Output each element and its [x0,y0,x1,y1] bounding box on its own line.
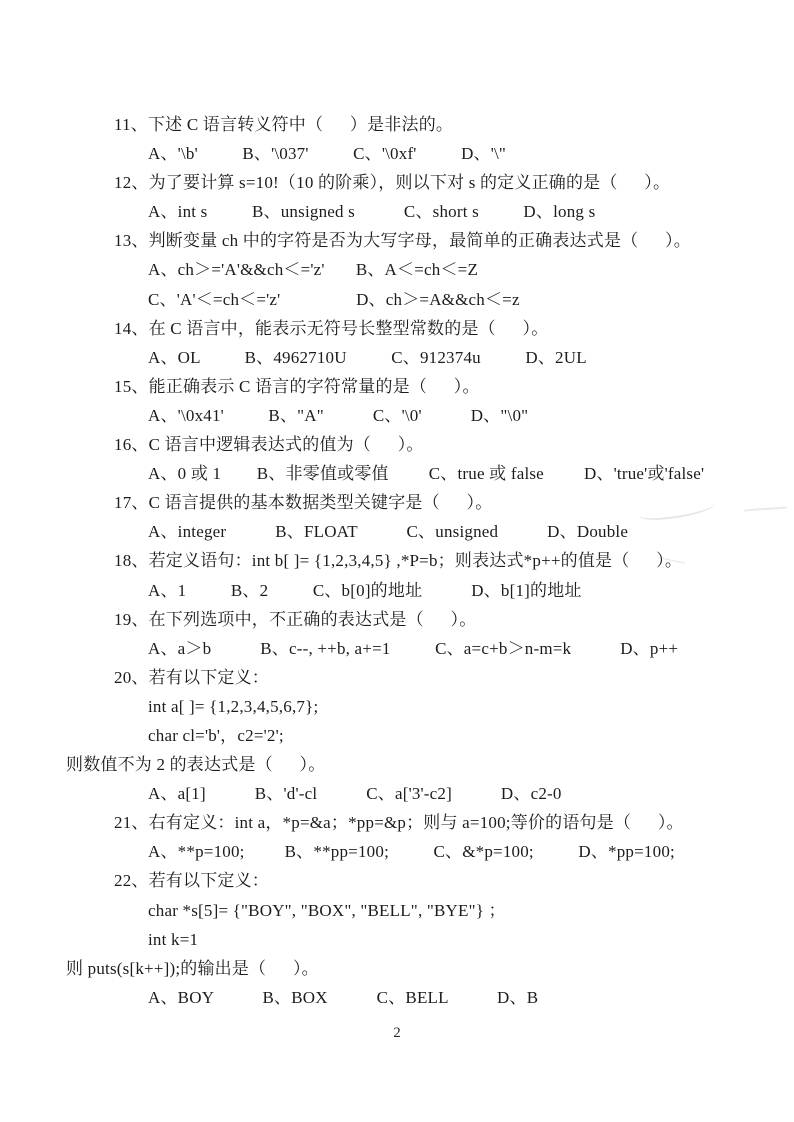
question-line: 17、C 语言提供的基本数据类型关键字是（ ）。 [114,493,493,513]
options-line: C、'A'＜=ch＜='z' D、ch＞=A&&ch＜=z [148,289,520,309]
question-line: 22、若有以下定义： [114,871,269,891]
question-line: 21、右有定义：int a，*p=&a；*pp=&p；则与 a=100;等价的语句是（ ）。 [114,813,684,833]
question-line: 18、若定义语句：int b[ ]= {1,2,3,4,5} ,*P=b；则表达式*p++的值是（ ）。 [114,551,683,571]
continuation-line: 则 puts(s[k++]);的输出是（ ）。 [66,958,319,978]
question-line: 19、在下列选项中，不正确的表达式是（ ）。 [114,609,477,629]
question-line: 16、C 语言中逻辑表达式的值为（ ）。 [114,435,424,455]
code-line: char *s[5]= {"BOY", "BOX", "BELL", "BYE"} ； [148,900,506,920]
options-line: A、integer B、FLOAT C、unsigned D、Double [148,522,629,542]
question-line: 20、若有以下定义： [114,667,269,687]
question-line: 14、在 C 语言中，能表示无符号长整型常数的是（ ）。 [114,318,549,338]
options-line: A、'\0x41' B、"A" C、'\0' D、"\0" [148,405,529,425]
page-number: 2 [393,1025,401,1041]
options-line: A、1 B、2 C、b[0]的地址 D、b[1]的地址 [148,580,582,600]
question-line: 15、能正确表示 C 语言的字符常量的是（ ）。 [114,376,480,396]
options-line: A、a＞b B、c--, ++b, a+=1 C、a=c+b＞n-m=k D、p++ [148,638,679,658]
code-line: char cl='b'，c2='2'; [148,725,284,745]
options-line: A、'\b' B、'\037' C、'\0xf' D、'\" [148,144,507,164]
options-line: A、**p=100; B、**pp=100; C、&*p=100; D、*pp=100; [148,842,675,862]
options-line: A、OL B、4962710U C、912374u D、2UL [148,347,587,367]
code-line: int a[ ]= {1,2,3,4,5,6,7}; [148,696,319,716]
options-line: A、BOY B、BOX C、BELL D、B [148,987,539,1007]
question-line: 13、判断变量 ch 中的字符是否为大写字母，最简单的正确表达式是（ ）。 [114,231,691,251]
options-line: A、a[1] B、'd'-cl C、a['3'-c2] D、c2-0 [148,784,562,804]
question-line: 12、为了要计算 s=10!（10 的阶乘），则以下对 s 的定义正确的是（ ）。 [114,173,671,193]
continuation-line: 则数值不为 2 的表达式是（ ）。 [66,755,326,775]
options-line: A、ch＞='A'&&ch＜='z' B、A＜=ch＜=Z [148,260,479,280]
question-line: 11、下述 C 语言转义符中（ ）是非法的。 [114,115,454,134]
options-line: A、int s B、unsigned s C、short s D、long s [148,202,596,222]
code-line: int k=1 [148,929,199,949]
options-line: A、0 或 1 B、非零值或零值 C、true 或 false D、'true'或'false' [148,464,705,484]
question-list [0,110,794,1012]
